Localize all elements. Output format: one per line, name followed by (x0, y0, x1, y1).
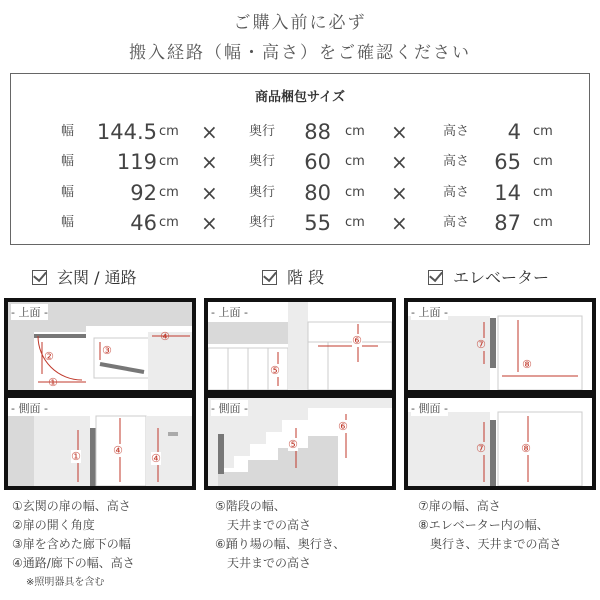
size-row (11, 147, 589, 177)
stairs-notes (215, 497, 345, 573)
category-entrance (32, 268, 137, 288)
mark-4: ④ (113, 444, 123, 457)
height-label: 高さ (443, 124, 470, 139)
unit-label: cm (345, 185, 365, 200)
mark-1: ① (71, 450, 81, 463)
package-size-title: 商品梱包サイズ (255, 90, 345, 105)
unit-label: cm (159, 185, 179, 200)
mark-6: ⑥ (338, 420, 348, 433)
stairs-side-view (208, 398, 392, 486)
category-elevator (428, 268, 549, 288)
mark-2: ② (44, 350, 54, 363)
depth-value: 55 (304, 211, 331, 235)
checkbox-icon (32, 270, 47, 285)
elevator-side-view (408, 398, 592, 486)
elevator-diagram (404, 298, 596, 490)
mark-8: ⑧ (522, 358, 532, 371)
times-sign: × (201, 120, 218, 144)
depth-label: 奥行 (249, 185, 276, 200)
depth-label: 奥行 (249, 215, 276, 230)
height-value: 4 (507, 120, 521, 144)
stairs-top-view (208, 302, 392, 390)
elevator-notes (418, 497, 562, 554)
category-stairs-label: 階 段 (287, 268, 325, 287)
unit-label: cm (345, 215, 365, 230)
times-sign: × (391, 120, 408, 144)
note-line: 奥行き、天井までの高さ (418, 537, 562, 551)
category-entrance-label: 玄関 / 通路 (57, 268, 137, 287)
depth-value: 88 (304, 120, 331, 144)
checkbox-icon (428, 270, 443, 285)
elevator-top-view (408, 302, 592, 390)
depth-value: 80 (304, 181, 331, 205)
header-line-2: 搬入経路（幅・高さ）をご確認ください (129, 43, 471, 63)
stairs-diagram (204, 298, 396, 490)
mark-1: ① (48, 376, 58, 389)
note-line: ①玄関の扉の幅、高さ (12, 499, 131, 513)
unit-label: cm (159, 124, 179, 139)
note-line: ⑧エレベーター内の幅、 (418, 518, 549, 532)
times-sign: × (391, 181, 408, 205)
entrance-top-view (8, 302, 192, 390)
mark-3: ③ (102, 344, 112, 357)
width-label: 幅 (61, 215, 75, 230)
unit-label: cm (533, 154, 553, 169)
unit-label: cm (533, 185, 553, 200)
height-value: 65 (494, 150, 521, 174)
unit-label: cm (533, 215, 553, 230)
times-sign: × (201, 211, 218, 235)
depth-label: 奥行 (249, 154, 276, 169)
note-line: ⑤階段の幅、 (215, 499, 286, 513)
height-label: 高さ (443, 215, 470, 230)
note-line: ③扉を含めた廊下の幅 (12, 537, 131, 551)
entrance-notes (12, 497, 135, 573)
unit-label: cm (159, 154, 179, 169)
width-label: 幅 (61, 124, 75, 139)
checkbox-icon (262, 270, 277, 285)
size-row (11, 208, 589, 238)
note-line: 天井までの高さ (215, 518, 312, 532)
mark-5: ⑤ (288, 438, 298, 451)
entrance-side-view (8, 398, 192, 486)
note-line: 天井までの高さ (215, 556, 312, 570)
top-view-label: - 上面 - (211, 306, 248, 319)
mark-4: ④ (151, 452, 161, 465)
depth-value: 60 (304, 150, 331, 174)
mark-7: ⑦ (476, 338, 486, 351)
unit-label: cm (345, 124, 365, 139)
width-value: 92 (130, 181, 157, 205)
width-value: 119 (116, 150, 157, 174)
width-value: 46 (130, 211, 157, 235)
width-value: 144.5 (96, 120, 157, 144)
entrance-diagram (4, 298, 196, 490)
note-line: ⑦扉の幅、高さ (418, 499, 501, 513)
height-value: 87 (494, 211, 521, 235)
height-label: 高さ (443, 154, 470, 169)
times-sign: × (391, 150, 408, 174)
header-line-1: ご購入前に必ず (233, 13, 367, 33)
mark-6: ⑥ (352, 334, 362, 347)
package-size-box (10, 73, 590, 245)
size-row (11, 117, 589, 147)
entrance-small-note: ※照明器具を含む (26, 577, 105, 588)
category-elevator-label: エレベーター (453, 268, 550, 287)
side-view-label: - 側面 - (211, 402, 248, 415)
top-view-label: - 上面 - (11, 306, 48, 319)
unit-label: cm (345, 154, 365, 169)
times-sign: × (201, 150, 218, 174)
mark-8: ⑧ (521, 442, 531, 455)
size-row (11, 178, 589, 208)
mark-4: ④ (160, 330, 170, 343)
note-line: ④通路/廊下の幅、高さ (12, 556, 135, 570)
top-view-label: - 上面 - (411, 306, 448, 319)
unit-label: cm (159, 215, 179, 230)
width-label: 幅 (61, 154, 75, 169)
times-sign: × (391, 211, 408, 235)
note-line: ②扉の開く角度 (12, 518, 95, 532)
note-line: ⑥踊り場の幅、奥行き、 (215, 537, 346, 551)
times-sign: × (201, 181, 218, 205)
mark-7: ⑦ (476, 442, 486, 455)
height-label: 高さ (443, 185, 470, 200)
unit-label: cm (533, 124, 553, 139)
height-value: 14 (494, 181, 521, 205)
category-stairs (262, 268, 324, 288)
side-view-label: - 側面 - (411, 402, 448, 415)
mark-5: ⑤ (270, 364, 280, 377)
side-view-label: - 側面 - (11, 402, 48, 415)
depth-label: 奥行 (249, 124, 276, 139)
width-label: 幅 (61, 185, 75, 200)
